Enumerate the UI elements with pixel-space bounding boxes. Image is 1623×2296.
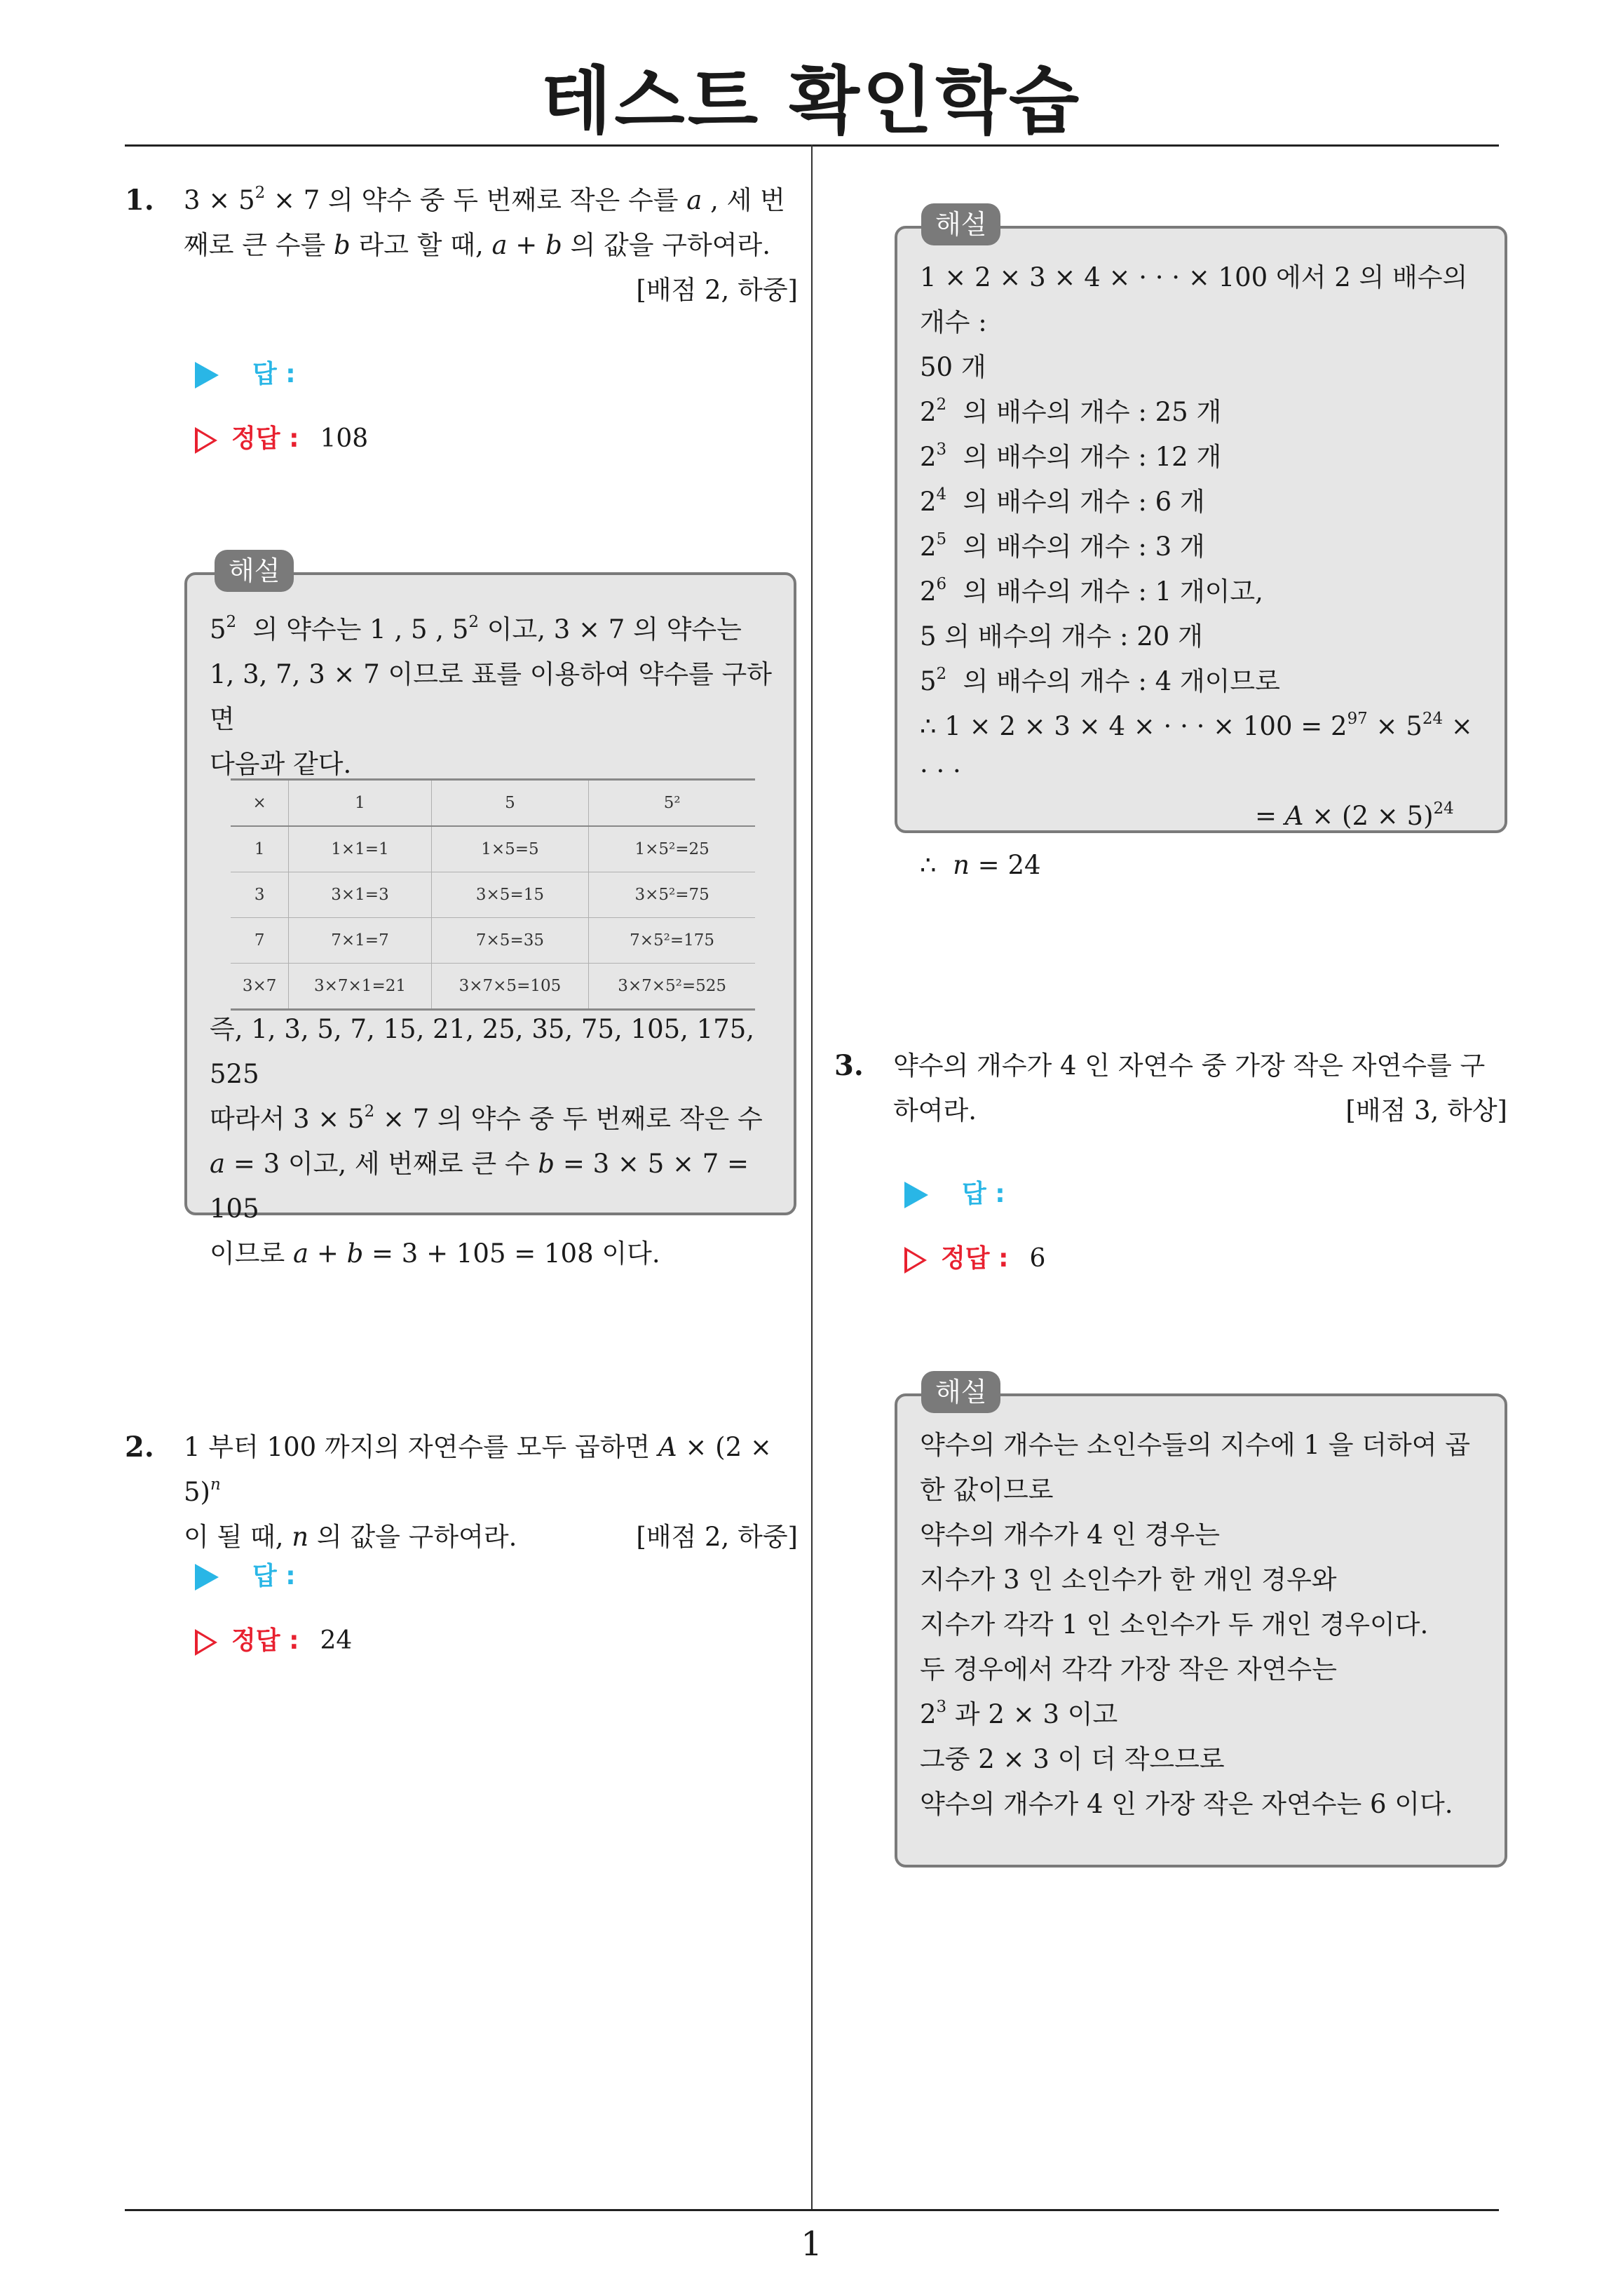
question-number: 1. [125,184,154,217]
footer-rule [125,2209,1499,2211]
points-label: [배점 2, 하중] [636,1522,798,1552]
explanation-tag: 해설 [215,550,294,592]
question-3: 3. 약수의 개수가 4 인 자연수 중 가장 작은 자연수를 구 하여라. [배점 3, 하상] [834,1044,1507,1133]
points-label: [배점 3, 하상] [1345,1095,1507,1126]
page-number: 1 [801,2224,822,2264]
question-2: 2. 1 부터 100 까지의 자연수를 모두 곱하면 $A \times (2 \times 5)^n$ 이 될 때, n 의 값을 구하여라. [배점 2, 하중] [125,1425,798,1560]
column-divider [811,144,813,2210]
outline-triangle-icon [195,427,217,454]
correct-answer-3: 정답 : 6 [904,1238,1045,1274]
explanation-tag: 해설 [921,203,1000,245]
play-icon [195,362,219,389]
divisor-table: × 1 5 5² 1 1×1=1 1×5=5 1×5²=25 3 3×1=3 3×5=15 3×5²=75 7 7×1=7 7×5=35 7×5²=175 3×7 3×7×1=21 3×7×5=105 3×7×5²=525 [231,778,755,1011]
answer-field-1[interactable]: 답 : [195,354,296,390]
correct-answer-2: 정답 : 24 [195,1621,352,1656]
outline-triangle-icon [904,1247,927,1274]
play-icon [904,1182,928,1208]
solution-box-2: 1 × 2 × 3 × 4 × · · · × 100 에서 2 의 배수의 개수 : 50 개 $2^2$ 의 배수의 개수 : 25 개 $2^3$ 의 배수의 개수 : 12 개 $2^4$ 의 배수의 개수 : 6 개 $2^5$ 의 배수의 개수 : 3 개 $2^6$ 의 배수의 개수 : 1 개이고, 5 의 배수의 개수 : 20 개 $5^2$ 의 배수의 개수 : 4 개이므로 ∴ 1 × 2 × 3 × 4 × · · · × $100 = 2^{97} \times 5^{24}$ × · · · = $A \times (2 \times 5)^{24}$ ∴ n = 24 [895,226,1507,833]
explanation-tag: 해설 [921,1371,1000,1413]
solution-box-3: 약수의 개수는 소인수들의 지수에 1 을 더하여 곱 한 값이므로 약수의 개수가 4 인 경우는 지수가 3 인 소인수가 한 개인 경우와 지수가 각각 1 인 소인수가 두 개인 경우이다. 두 경우에서 각각 가장 작은 자연수는 $2^3$ 과 2 × 3 이고 그중 2 × 3 이 더 작으므로 약수의 개수가 4 인 가장 작은 자연수는 6 이다. [895,1393,1507,1868]
page-title: 테스트 확인학습 [541,58,1082,144]
points-label: [배점 2, 하중] [636,275,798,305]
correct-answer-1: 정답 : 108 [195,419,368,454]
question-number: 3. [834,1049,864,1082]
answer-field-3[interactable]: 답 : [904,1174,1005,1210]
answer-field-2[interactable]: 답 : [195,1556,296,1592]
outline-triangle-icon [195,1629,217,1656]
solution-box-1: $5^2$ 의 약수는 1 , 5 , $5^2$ 이고, 3 × 7 의 약수는 1, 3, 7, 3 × 7 이므로 표를 이용하여 약수를 구하면 다음과 같다. × 1 5 5² 1 1×1=1 1×5=5 1×5²=25 3 3×1=3 3×5=15 3×5²=75 7 7×1=7 7×5=35 7×5²=175 3×7 3×7×1=21 3×7×5=105 3×7×5²=525 즉, 1, 3, 5, 7, 15, 21, 25, 35, 75, 105, 175, 525 따라서 $3 \times 5^2 \times 7$ 의 약수 중 두 번째로 작은 수 a = 3 이고, 세 번째로 큰 수 b = 3 × 5 × 7 = 105 이므로 a + b = 3 + 105 = 108 이다. [184,572,796,1215]
question-1: 1. $3 \times 5^2 \times 7$ 의 약수 중 두 번째로 작은 수를 a , 세 번 째로 큰 수를 b 라고 할 때, a + b 의 값을 구하여라. [배점 2, 하중] [125,178,798,313]
play-icon [195,1564,219,1591]
question-number: 2. [125,1431,154,1464]
